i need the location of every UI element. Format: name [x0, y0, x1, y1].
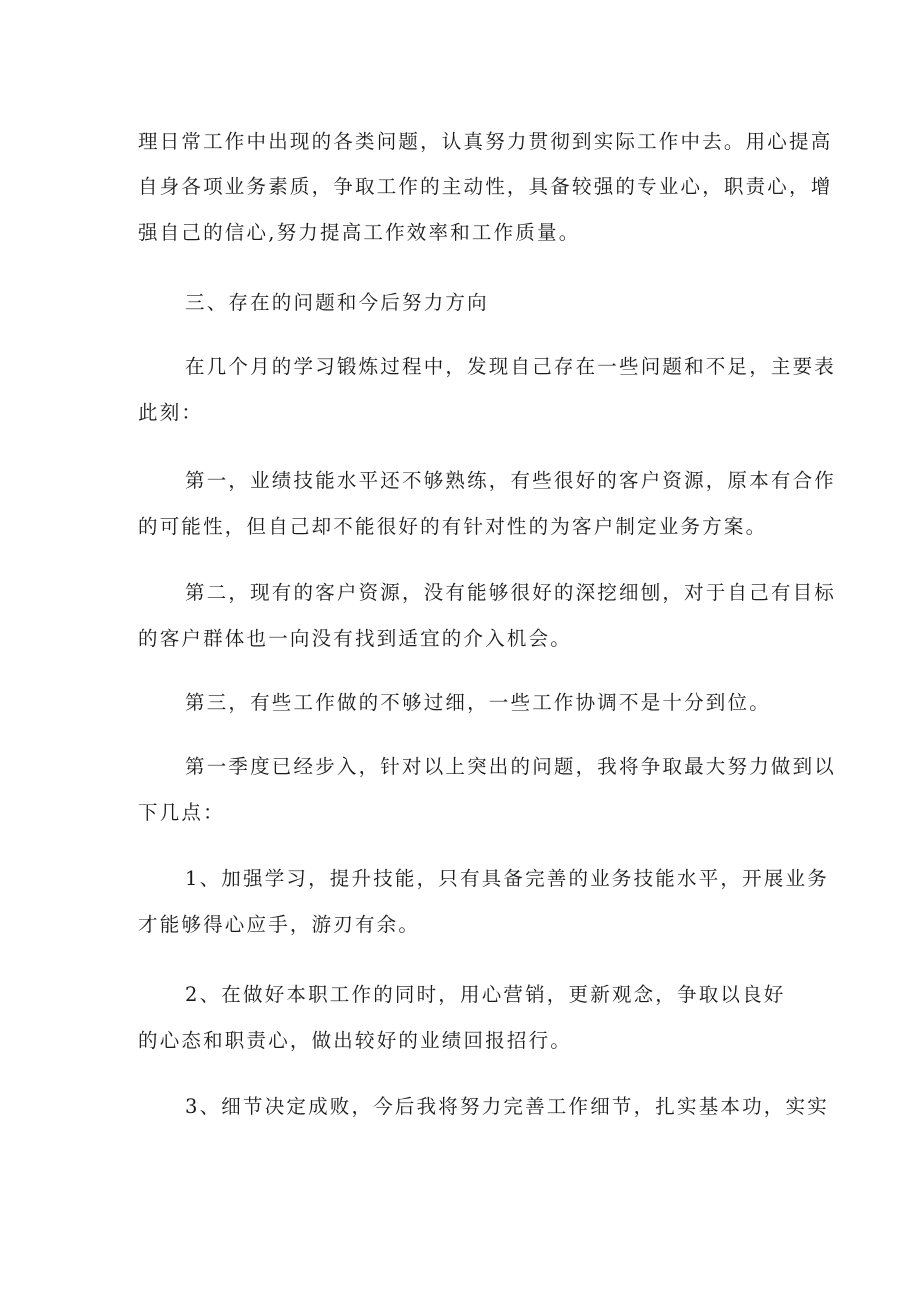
- text-line: 下几点：: [138, 801, 225, 824]
- text-line: 第二，现有的客户资源，没有能够很好的深挖细刨，对于自己有目标: [185, 581, 837, 604]
- text-line: 自身各项业务素质，争取工作的主动性，具备较强的专业心，职责心，增: [138, 175, 833, 198]
- text-line: 的可能性，但自己却不能很好的有针对性的为客户制定业务方案。: [138, 515, 768, 538]
- text-line: 第一，业绩技能水平还不够熟练，有些很好的客户资源，原本有合作: [185, 469, 837, 492]
- text-line: 的心态和职责心，做出较好的业绩回报招行。: [138, 1029, 573, 1052]
- text-line: 1、加强学习，提升技能，只有具备完善的业务技能水平，开展业务: [185, 867, 829, 890]
- text-line: 3、细节决定成败，今后我将努力完善工作细节，扎实基本功，实实: [185, 1095, 829, 1118]
- text-line: 第一季度已经步入，针对以上突出的问题，我将争取最大努力做到以: [185, 755, 837, 778]
- section-heading: 三、存在的问题和今后努力方向: [185, 291, 489, 314]
- text-line: 此刻：: [138, 401, 204, 424]
- text-line: 强自己的信心,努力提高工作效率和工作质量。: [138, 221, 581, 244]
- text-line: 在几个月的学习锻炼过程中，发现自己存在一些问题和不足，主要表: [185, 355, 837, 378]
- text-line: 2、在做好本职工作的同时，用心营销，更新观念，争取以良好: [185, 983, 786, 1006]
- text-line: 第三，有些工作做的不够过细，一些工作协调不是十分到位。: [185, 691, 771, 714]
- text-line: 理日常工作中出现的各类问题，认真努力贯彻到实际工作中去。用心提高: [138, 130, 833, 153]
- text-line: 才能够得心应手，游刃有余。: [138, 913, 421, 936]
- text-line: 的客户群体也一向没有找到适宜的介入机会。: [138, 627, 573, 650]
